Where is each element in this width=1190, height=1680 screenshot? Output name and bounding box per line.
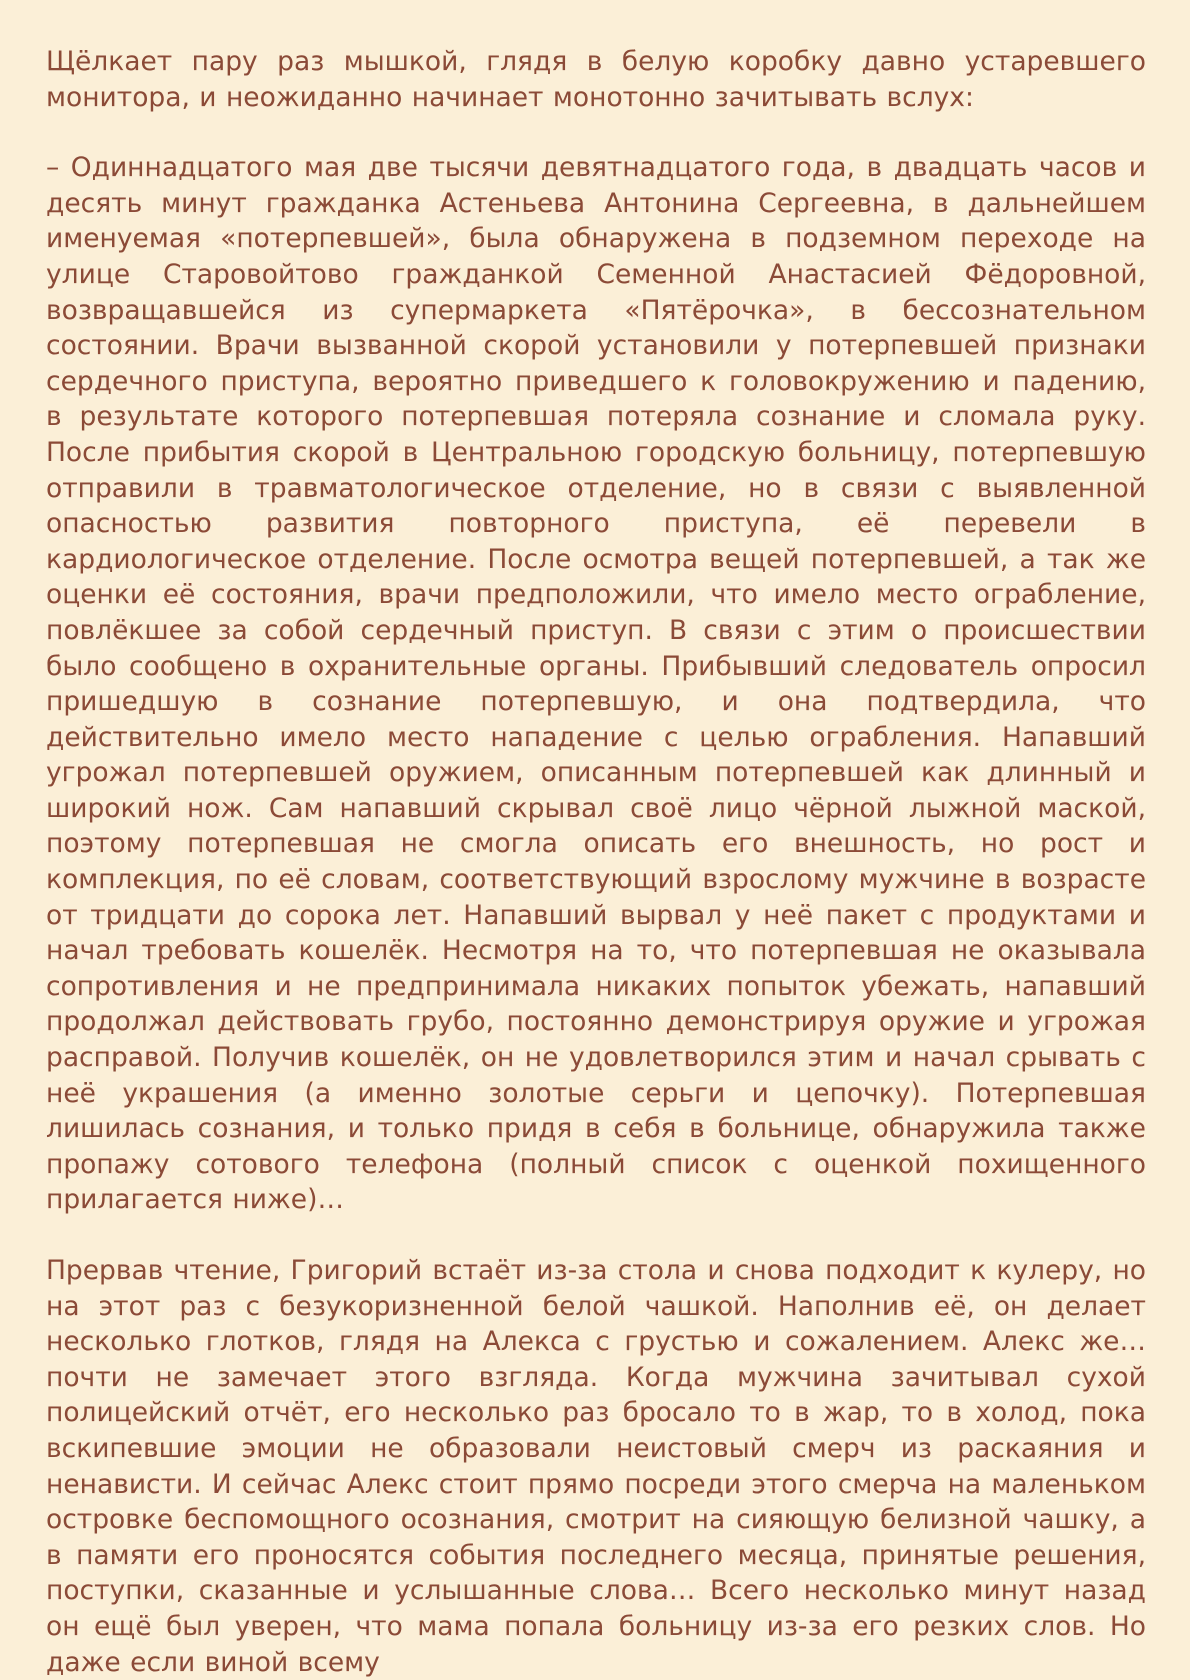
paragraph-gap: [46, 115, 1146, 150]
paragraph-gap: [46, 1218, 1146, 1253]
paragraph-intro: Щёлкает пару раз мышкой, глядя в белую коробку давно устаревшего монитора, и неожиданно начинает монотонно зачитывать вслух:: [46, 46, 1146, 113]
paragraph-narrative: Прервав чтение, Григорий встаёт из-за стола и снова подходит к кулеру, но на этот раз с безукоризненной белой чашкой. Наполнив её, он делает несколько глотков, глядя на Алекса с грустью и сожалением. Алекс же… почти не замечает этого взгляда. Когда мужчина зачитывал сухой полицейский отчёт, его несколько раз бросало то в жар, то в холод, пока вскипевшие эмоции не образовали неистовый смерч из раскаяния и ненависти. И сейчас Алекс стоит прямо посреди этого смерча на маленьком островке беспомощного осознания, смотрит на сияющую белизной чашку, а в памяти его проносятся события последнего месяца, принятые решения, поступки, сказанные и услышанные слова… Всего несколько минут назад он ещё был уверен, что мама попала больницу из-за его резких слов. Но даже если виной всему: [46, 1255, 1146, 1678]
paragraph-police-report: – Одиннадцатого мая две тысячи девятнадцатого года, в двадцать часов и десять минут гражданка Астеньева Антонина Сергеевна, в дальнейшем именуемая «потерпевшей», была обнаружена в подземном переходе на улице Старовойтово гражданкой Семенной Анастасией Фёдоровной, возвращавшейся из супермаркета «Пятёрочка», в бессознательном состоянии. Врачи вызванной скорой установили у потерпевшей признаки сердечного приступа, вероятно приведшего к головокружению и падению, в результате которого потерпевшая потеряла сознание и сломала руку. После прибытия скорой в Центральною городскую больницу, потерпевшую отправили в травматологическое отделение, но в связи с выявленной опасностью развития повторного приступа, её перевели в кардиологическое отделение. После осмотра вещей потерпевшей, а так же оценки её состояния, врачи предположили, что имело место ограбление, повлёкшее за собой сердечный приступ. В связи с этим о происшествии было сообщено в охранительные органы. Прибывший следователь опросил пришедшую в сознание потерпевшую, и она подтвердила, что действительно имело место нападение с целью ограбления. Напавший угрожал потерпевшей оружием, описанным потерпевшей как длинный и широкий нож. Сам напавший скрывал своё лицо чёрной лыжной маской, поэтому потерпевшая не смогла описать его внешность, но рост и комплекция, по её словам, соответствующий взрослому мужчине в возрасте от тридцати до сорока лет. Напавший вырвал у неё пакет с продуктами и начал требовать кошелёк. Несмотря на то, что потерпевшая не оказывала сопротивления и не предпринимала никаких попыток убежать, напавший продолжал действовать грубо, постоянно демонстрируя оружие и угрожая расправой. Получив кошелёк, он не удовлетворился этим и начал срывать с неё украшения (а именно золотые серьги и цепочку). Потерпевшая лишилась сознания, и только придя в себя в больнице, обнаружила также пропажу сотового телефона (полный список с оценкой похищенного прилагается ниже)…: [46, 152, 1146, 1216]
